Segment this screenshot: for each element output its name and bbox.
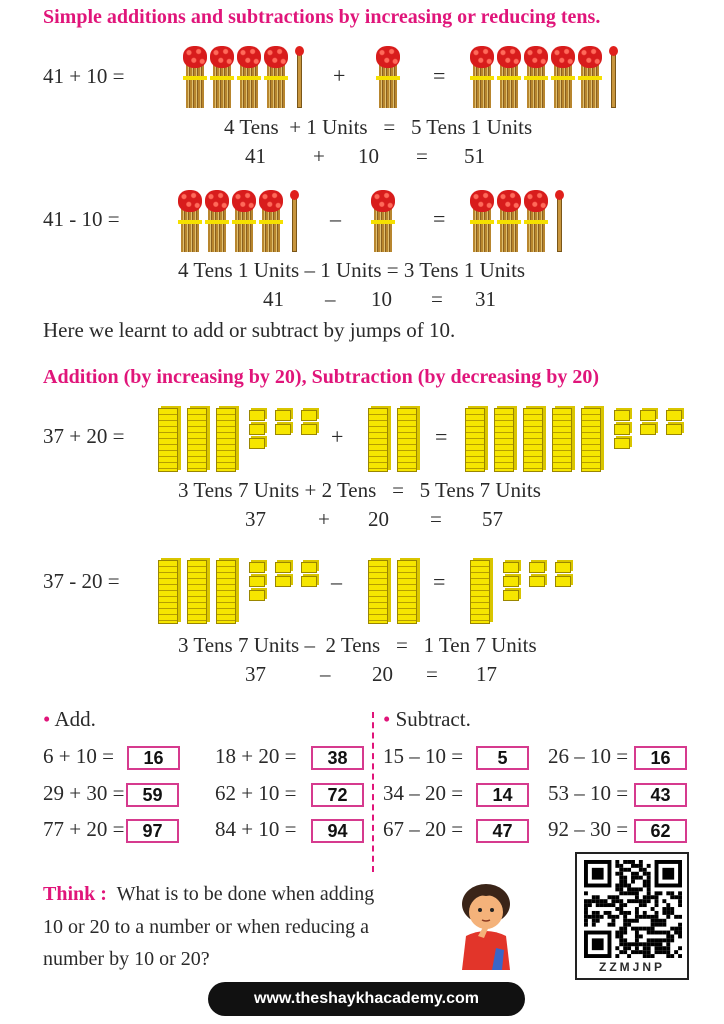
matchstick-bundle-icon [371, 190, 395, 252]
unit-cube-icon [275, 424, 291, 435]
thinking-child-illustration [448, 878, 524, 970]
think-line-3: number by 10 or 20? [43, 948, 210, 970]
unit-cube-icon [555, 562, 571, 573]
word-eq: = [386, 258, 399, 282]
think-text: What is to be done when adding [116, 883, 375, 905]
unit-cube-icon [555, 576, 571, 587]
ten-rod-block-icon [368, 560, 388, 624]
think-label: Think : [43, 883, 107, 905]
word-term: 1 Units [320, 258, 382, 282]
word-result: 5 Tens 1 Units [410, 115, 533, 139]
matchstick-bundle-icon [205, 190, 229, 252]
matchstick-bundle-icon [524, 46, 548, 108]
ten-rod-block-icon [158, 408, 178, 472]
matchstick-bundle-icon [470, 190, 494, 252]
number-eq: = [430, 507, 442, 531]
ten-rod-block-icon [187, 408, 207, 472]
matchstick-bundle-icon [178, 190, 202, 252]
words-line-sub2 [178, 633, 537, 658]
number-10: 10 [371, 287, 392, 311]
answer-box[interactable]: 5 [476, 746, 529, 770]
ten-rod-block-icon [397, 408, 417, 472]
unit-cube-icon [529, 562, 545, 573]
unit-cube-icon [275, 410, 291, 421]
unit-cube-icon [529, 576, 545, 587]
exercise-question: 34 – 20 = [383, 781, 464, 805]
number-20: 20 [368, 507, 389, 531]
matchstick-bundle-icon [264, 46, 288, 108]
number-op: – [325, 287, 336, 311]
exercise-question: 53 – 10 = [548, 781, 629, 805]
unit-cube-icon [640, 424, 656, 435]
unit-cube-icon [249, 576, 265, 587]
answer-box[interactable]: 38 [311, 746, 364, 770]
ten-rod-block-icon [187, 560, 207, 624]
section-title-twenties: Addition (by increasing by 20), Subtraction (by decreasing by 20) [43, 366, 599, 388]
exercise-question: 26 – 10 = [548, 744, 629, 768]
answer-box[interactable]: 94 [311, 819, 364, 843]
unit-cube-icon [640, 410, 656, 421]
word-term: 4 Tens [224, 115, 279, 139]
unit-cube-icon [275, 562, 291, 573]
unit-cube-icon [666, 424, 682, 435]
word-term: 3 Tens 7 Units [178, 633, 300, 657]
word-eq: = [392, 478, 404, 502]
operator-minus: – [330, 206, 341, 231]
unit-cube-icon [301, 424, 317, 435]
subtract-heading [383, 707, 471, 732]
words-line-add1 [224, 115, 532, 140]
number-51: 51 [464, 144, 485, 168]
ten-rod-block-icon [523, 408, 543, 472]
ten-rod-block-icon [552, 408, 572, 472]
dashed-divider [372, 712, 374, 872]
ten-rod-block-icon [494, 408, 514, 472]
number-37: 37 [245, 507, 266, 531]
unit-cube-icon [666, 410, 682, 421]
matchstick-icon [290, 190, 299, 252]
ten-rod-block-icon [581, 408, 601, 472]
number-10: 10 [358, 144, 379, 168]
operator-plus: + [331, 424, 344, 449]
unit-cube-icon [249, 424, 265, 435]
answer-box[interactable]: 47 [476, 819, 529, 843]
exercise-question: 84 + 10 = [215, 817, 297, 841]
word-result: 3 Tens 1 Units [403, 258, 526, 282]
note-jumps-of-10: Here we learnt to add or subtract by jumps of 10. [43, 318, 456, 342]
exercise-question: 29 + 30 = [43, 781, 125, 805]
qr-code[interactable] [584, 860, 682, 958]
operator-equals: = [433, 63, 446, 88]
matchstick-bundle-icon [578, 46, 602, 108]
unit-cube-icon [249, 438, 265, 449]
ten-rod-block-icon [216, 560, 236, 624]
number-eq: = [416, 144, 428, 168]
answer-box[interactable]: 43 [634, 783, 687, 807]
matchstick-bundle-icon [497, 190, 521, 252]
matchstick-bundle-icon [237, 46, 261, 108]
unit-cube-icon [249, 562, 265, 573]
expression-37-minus-20: 37 - 20 = [43, 569, 120, 593]
ten-rod-block-icon [216, 408, 236, 472]
exercise-question: 18 + 20 = [215, 744, 297, 768]
add-label: Add. [54, 707, 96, 731]
words-line-sub1 [178, 258, 525, 283]
exercise-question: 67 – 20 = [383, 817, 464, 841]
think-line-1 [43, 883, 374, 906]
operator-equals: = [433, 569, 446, 594]
answer-box[interactable]: 14 [476, 783, 529, 807]
number-op: + [318, 507, 330, 531]
exercise-question: 92 – 30 = [548, 817, 629, 841]
matchstick-bundle-icon [551, 46, 575, 108]
qr-code-box[interactable] [575, 852, 689, 980]
qr-code-label: ZZMJNP [599, 960, 665, 974]
word-term: 2 Tens [321, 478, 377, 502]
operator-equals: = [433, 206, 446, 231]
number-41: 41 [263, 287, 284, 311]
word-op: – [304, 633, 315, 657]
answer-box[interactable]: 59 [126, 783, 179, 807]
unit-cube-icon [249, 410, 265, 421]
answer-box[interactable]: 97 [126, 819, 179, 843]
matchstick-bundle-icon [376, 46, 400, 108]
exercise-question: 62 + 10 = [215, 781, 297, 805]
expression-41-minus-10: 41 - 10 = [43, 207, 120, 231]
add-heading [43, 707, 96, 732]
unit-cube-icon [301, 576, 317, 587]
answer-box[interactable]: 62 [634, 819, 687, 843]
words-line-add2 [178, 478, 541, 503]
answer-box[interactable]: 72 [311, 783, 364, 807]
number-37: 37 [245, 662, 266, 686]
exercise-question: 77 + 20 = [43, 817, 125, 841]
word-op: + [289, 115, 302, 139]
number-eq: = [431, 287, 443, 311]
number-31: 31 [475, 287, 496, 311]
ten-rod-block-icon [465, 408, 485, 472]
think-line-2: 10 or 20 to a number or when reducing a [43, 916, 370, 938]
ten-rod-block-icon [158, 560, 178, 624]
word-term: 4 Tens 1 Units [178, 258, 300, 282]
subtract-label: Subtract. [395, 707, 471, 731]
matchstick-icon [295, 46, 304, 108]
unit-cube-icon [503, 576, 519, 587]
unit-cube-icon [503, 562, 519, 573]
expression-37-plus-20: 37 + 20 = [43, 424, 125, 448]
operator-plus: + [333, 63, 346, 88]
number-20: 20 [372, 662, 393, 686]
matchstick-bundle-icon [524, 190, 548, 252]
footer-website-link[interactable]: www.theshaykhacademy.com [208, 982, 525, 1016]
unit-cube-icon [301, 410, 317, 421]
number-op: – [320, 662, 331, 686]
matchstick-bundle-icon [497, 46, 521, 108]
bullet-icon: • [43, 707, 51, 731]
number-eq: = [426, 662, 438, 686]
ten-rod-block-icon [368, 408, 388, 472]
matchstick-bundle-icon [183, 46, 207, 108]
matchstick-icon [609, 46, 618, 108]
word-term: 1 Units [306, 115, 368, 139]
matchstick-bundle-icon [232, 190, 256, 252]
matchstick-bundle-icon [470, 46, 494, 108]
unit-cube-icon [503, 590, 519, 601]
word-term: 2 Tens [325, 633, 381, 657]
matchstick-bundle-icon [259, 190, 283, 252]
word-eq: = [383, 115, 396, 139]
answer-box[interactable]: 16 [127, 746, 180, 770]
ten-rod-block-icon [397, 560, 417, 624]
section-title-tens: Simple additions and subtractions by increasing or reducing tens. [43, 6, 601, 28]
matchstick-bundle-icon [210, 46, 234, 108]
exercise-question: 6 + 10 = [43, 744, 114, 768]
word-op: – [304, 258, 315, 282]
word-result: 1 Ten 7 Units [423, 633, 537, 657]
unit-cube-icon [614, 410, 630, 421]
operator-minus: – [331, 569, 342, 594]
unit-cube-icon [614, 424, 630, 435]
number-17: 17 [476, 662, 497, 686]
unit-cube-icon [614, 438, 630, 449]
unit-cube-icon [301, 562, 317, 573]
operator-equals: = [435, 424, 448, 449]
exercise-question: 15 – 10 = [383, 744, 464, 768]
word-op: + [304, 478, 317, 502]
expression-41-plus-10: 41 + 10 = [43, 64, 125, 88]
word-result: 5 Tens 7 Units [419, 478, 541, 502]
ten-rod-block-icon [470, 560, 490, 624]
matchstick-icon [555, 190, 564, 252]
number-57: 57 [482, 507, 503, 531]
bullet-icon: • [383, 707, 391, 731]
unit-cube-icon [275, 576, 291, 587]
word-term: 3 Tens 7 Units [178, 478, 300, 502]
word-eq: = [395, 633, 408, 657]
number-41: 41 [245, 144, 266, 168]
number-op: + [313, 144, 325, 168]
unit-cube-icon [249, 590, 265, 601]
answer-box[interactable]: 16 [634, 746, 687, 770]
